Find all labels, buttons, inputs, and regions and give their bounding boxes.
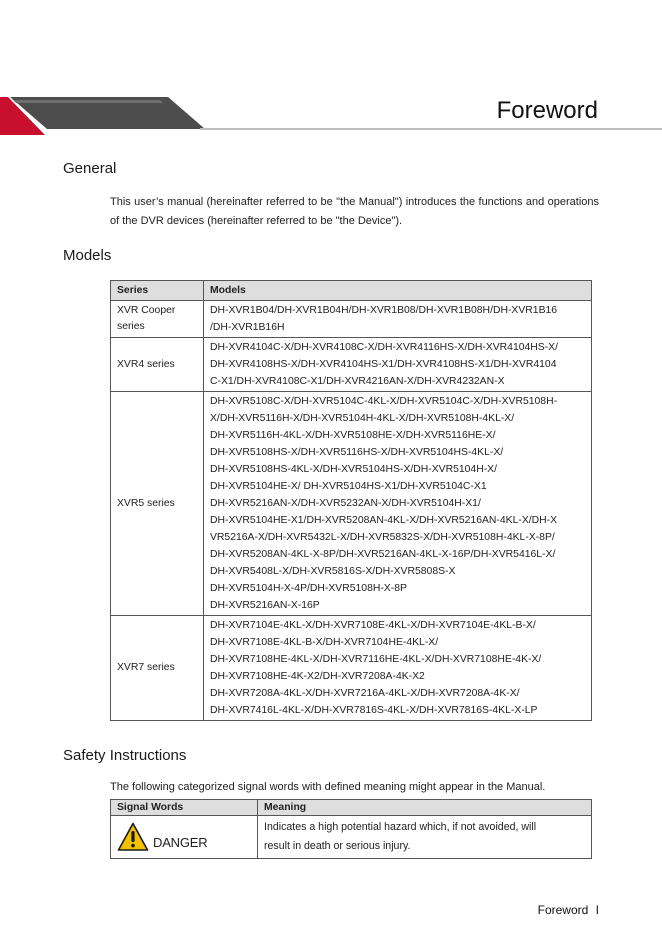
page-footer xyxy=(538,903,599,917)
model-line: X/DH-XVR5116H-X/DH-XVR5104H-4KL-X/DH-XVR5108H-4KL-X/ xyxy=(210,413,515,424)
models-heading: Models xyxy=(63,247,112,264)
signal-table-header-row xyxy=(111,800,592,816)
table-row xyxy=(111,392,592,616)
model-line: DH-XVR5408L-X/DH-XVR5816S-X/DH-XVR5808S-X xyxy=(210,566,456,577)
model-line: DH-XVR5108HS-X/DH-XVR5116HS-X/DH-XVR5104HS-4KL-X/ xyxy=(210,447,504,458)
models-cell xyxy=(204,616,592,721)
danger-signal-word: DANGER xyxy=(153,835,208,850)
model-line: DH-XVR7108HE-4K-X2/DH-XVR7208A-4K-X2 xyxy=(210,671,425,682)
model-line: DH-XVR4108HS-X/DH-XVR4104HS-X1/DH-XVR4108HS-X1/DH-XVR4104 xyxy=(210,359,557,370)
signal-words-table xyxy=(110,799,592,859)
page-number: I xyxy=(595,903,599,917)
model-line: DH-XVR7104E-4KL-X/DH-XVR7108E-4KL-X/DH-XVR7104E-4KL-B-X/ xyxy=(210,620,536,631)
table-row xyxy=(111,338,592,392)
model-line: DH-XVR7108HE-4KL-X/DH-XVR7116HE-4KL-X/DH-XVR7108HE-4K-X/ xyxy=(210,654,542,665)
danger-label xyxy=(117,822,251,852)
footer-section-name: Foreword xyxy=(537,903,589,917)
models-cell xyxy=(204,338,592,392)
danger-meaning-cell xyxy=(258,816,592,859)
model-line: DH-XVR1B04/DH-XVR1B04H/DH-XVR1B08/DH-XVR1B08H/DH-XVR1B16 xyxy=(210,305,558,316)
model-line: DH-XVR4104C-X/DH-XVR4108C-X/DH-XVR4116HS-X/DH-XVR4104HS-X/ xyxy=(210,342,559,353)
model-line: DH-XVR5216AN-X-16P xyxy=(210,600,320,611)
table-row xyxy=(111,301,592,338)
series-cell: XVR5 series xyxy=(111,392,204,616)
model-line: DH-XVR5104H-X-4P/DH-XVR5108H-X-8P xyxy=(210,583,407,594)
model-line: VR5216A-X/DH-XVR5432L-X/DH-XVR5832S-X/DH-XVR5108H-4KL-X-8P/ xyxy=(210,532,555,543)
general-heading: General xyxy=(63,160,117,177)
general-paragraph: This user’s manual (hereinafter referred to be "the Manual") introduces the functions and operations of the DVR devices (hereinafter referred to be "the Device"). xyxy=(110,196,599,227)
model-line: DH-XVR7108E-4KL-B-X/DH-XVR7104HE-4KL-X/ xyxy=(210,637,439,648)
model-line: DH-XVR5208AN-4KL-X-8P/DH-XVR5216AN-4KL-X-16P/DH-XVR5416L-X/ xyxy=(210,549,556,560)
model-line: C-X1/DH-XVR4108C-X1/DH-XVR4216AN-X/DH-XVR4232AN-X xyxy=(210,376,505,387)
models-table xyxy=(110,280,592,721)
models-cell xyxy=(204,301,592,338)
model-line: DH-XVR5108HS-4KL-X/DH-XVR5104HS-X/DH-XVR5104H-X/ xyxy=(210,464,497,475)
safety-heading: Safety Instructions xyxy=(63,747,187,764)
models-table-body xyxy=(111,301,592,721)
table-row xyxy=(111,616,592,721)
page-title: Foreword xyxy=(496,97,598,124)
safety-intro: The following categorized signal words with defined meaning might appear in the Manual. xyxy=(110,781,546,793)
column-header-meaning: Meaning xyxy=(258,800,592,816)
series-cell: XVR Cooper series xyxy=(111,301,204,338)
series-cell: XVR4 series xyxy=(111,338,204,392)
warning-triangle-icon xyxy=(117,822,149,852)
model-line: DH-XVR5108C-X/DH-XVR5104C-4KL-X/DH-XVR5104C-X/DH-XVR5108H- xyxy=(210,396,558,407)
column-header-signal-words: Signal Words xyxy=(111,800,258,816)
models-table-header-row xyxy=(111,281,592,301)
signal-row-danger xyxy=(111,816,592,859)
column-header-series: Series xyxy=(111,281,204,301)
meaning-line: result in death or serious injury. xyxy=(264,840,411,852)
model-line: DH-XVR5104HE-X1/DH-XVR5208AN-4KL-X/DH-XVR5216AN-4KL-X/DH-X xyxy=(210,515,558,526)
meaning-line: Indicates a high potential hazard which, if not avoided, will xyxy=(264,821,537,833)
signal-word-cell xyxy=(111,816,258,859)
models-cell xyxy=(204,392,592,616)
model-line: DH-XVR5216AN-X/DH-XVR5232AN-X/DH-XVR5104H-X1/ xyxy=(210,498,481,509)
series-cell: XVR7 series xyxy=(111,616,204,721)
model-line: DH-XVR7416L-4KL-X/DH-XVR7816S-4KL-X/DH-XVR7816S-4KL-X-LP xyxy=(210,705,538,716)
model-line: DH-XVR7208A-4KL-X/DH-XVR7216A-4KL-X/DH-XVR7208A-4K-X/ xyxy=(210,688,520,699)
model-line: DH-XVR5116H-4KL-X/DH-XVR5108HE-X/DH-XVR5116HE-X/ xyxy=(210,430,496,441)
column-header-models: Models xyxy=(204,281,592,301)
model-line: DH-XVR5104HE-X/ DH-XVR5104HS-X1/DH-XVR5104C-X1 xyxy=(210,481,487,492)
model-line: /DH-XVR1B16H xyxy=(210,322,285,333)
